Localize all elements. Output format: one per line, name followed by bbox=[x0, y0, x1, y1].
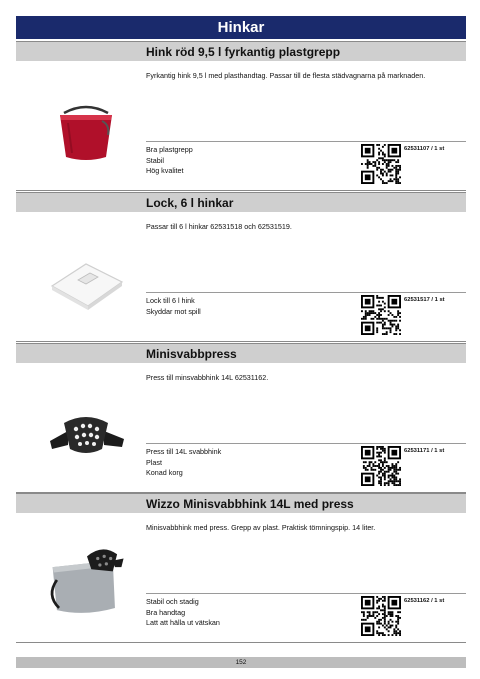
article-number: 62531162 / 1 st bbox=[404, 598, 445, 604]
feature-item: Stabil och stadig bbox=[146, 597, 199, 606]
product-title: Hink röd 9,5 l fyrkantig plastgrepp bbox=[16, 41, 466, 61]
qr-code-icon bbox=[361, 596, 401, 636]
feature-item: Lock till 6 l hink bbox=[146, 296, 195, 305]
section-title: Hinkar bbox=[217, 19, 265, 36]
product-description: Passar till 6 l hinkar 62531518 och 62531519. bbox=[146, 222, 292, 231]
article-number: 62531517 / 1 st bbox=[404, 297, 445, 303]
qr-code-icon bbox=[361, 144, 401, 184]
product-description: Fyrkantig hink 9,5 l med plasthandtag. Passar till de flesta städvagnarna på marknaden. bbox=[146, 71, 426, 80]
grey-mop-bucket-icon bbox=[44, 537, 130, 623]
feature-item: Konad korg bbox=[146, 468, 183, 477]
divider bbox=[16, 190, 466, 191]
feature-item: Skyddar mot spill bbox=[146, 306, 201, 316]
feature-item: Bra plastgrepp bbox=[146, 145, 193, 154]
product-title: Wizzo Minisvabbhink 14L med press bbox=[16, 493, 466, 513]
divider bbox=[16, 341, 466, 342]
feature-item: Plast bbox=[146, 457, 162, 467]
feature-item: Stabil bbox=[146, 155, 164, 165]
feature-item: Bra handtag bbox=[146, 607, 186, 617]
qr-code-icon bbox=[361, 295, 401, 335]
divider bbox=[146, 443, 466, 444]
product-description: Press till minsvabbhink 14L 62531162. bbox=[146, 373, 269, 382]
white-lid-icon bbox=[46, 242, 126, 322]
divider bbox=[146, 593, 466, 594]
product-title: Minisvabbpress bbox=[16, 343, 466, 363]
divider bbox=[146, 292, 466, 293]
product-description: Minisvabbhink med press. Grepp av plast. Praktisk tömningspip. 14 liter. bbox=[146, 523, 376, 532]
feature-list bbox=[146, 296, 346, 317]
product-card bbox=[16, 343, 466, 493]
product-card bbox=[16, 41, 466, 191]
red-bucket-icon bbox=[46, 91, 126, 171]
product-card bbox=[16, 192, 466, 342]
divider bbox=[146, 141, 466, 142]
article-number: 62531171 / 1 st bbox=[404, 448, 445, 454]
feature-item: Latt att hälla ut vätskan bbox=[146, 618, 220, 627]
qr-code-icon bbox=[361, 446, 401, 486]
page-footer bbox=[16, 657, 466, 668]
mop-press-icon bbox=[46, 393, 126, 473]
feature-list bbox=[146, 145, 346, 177]
article-number: 62531107 / 1 st bbox=[404, 146, 445, 152]
page-number: 152 bbox=[235, 659, 247, 666]
product-card bbox=[16, 493, 466, 643]
product-title: Lock, 6 l hinkar bbox=[16, 192, 466, 212]
divider bbox=[16, 642, 466, 643]
feature-list bbox=[146, 597, 346, 629]
feature-item: Press till 14L svabbhink bbox=[146, 447, 222, 456]
feature-item: Hög kvalitet bbox=[146, 166, 184, 175]
feature-list bbox=[146, 447, 346, 479]
section-banner bbox=[16, 16, 466, 39]
